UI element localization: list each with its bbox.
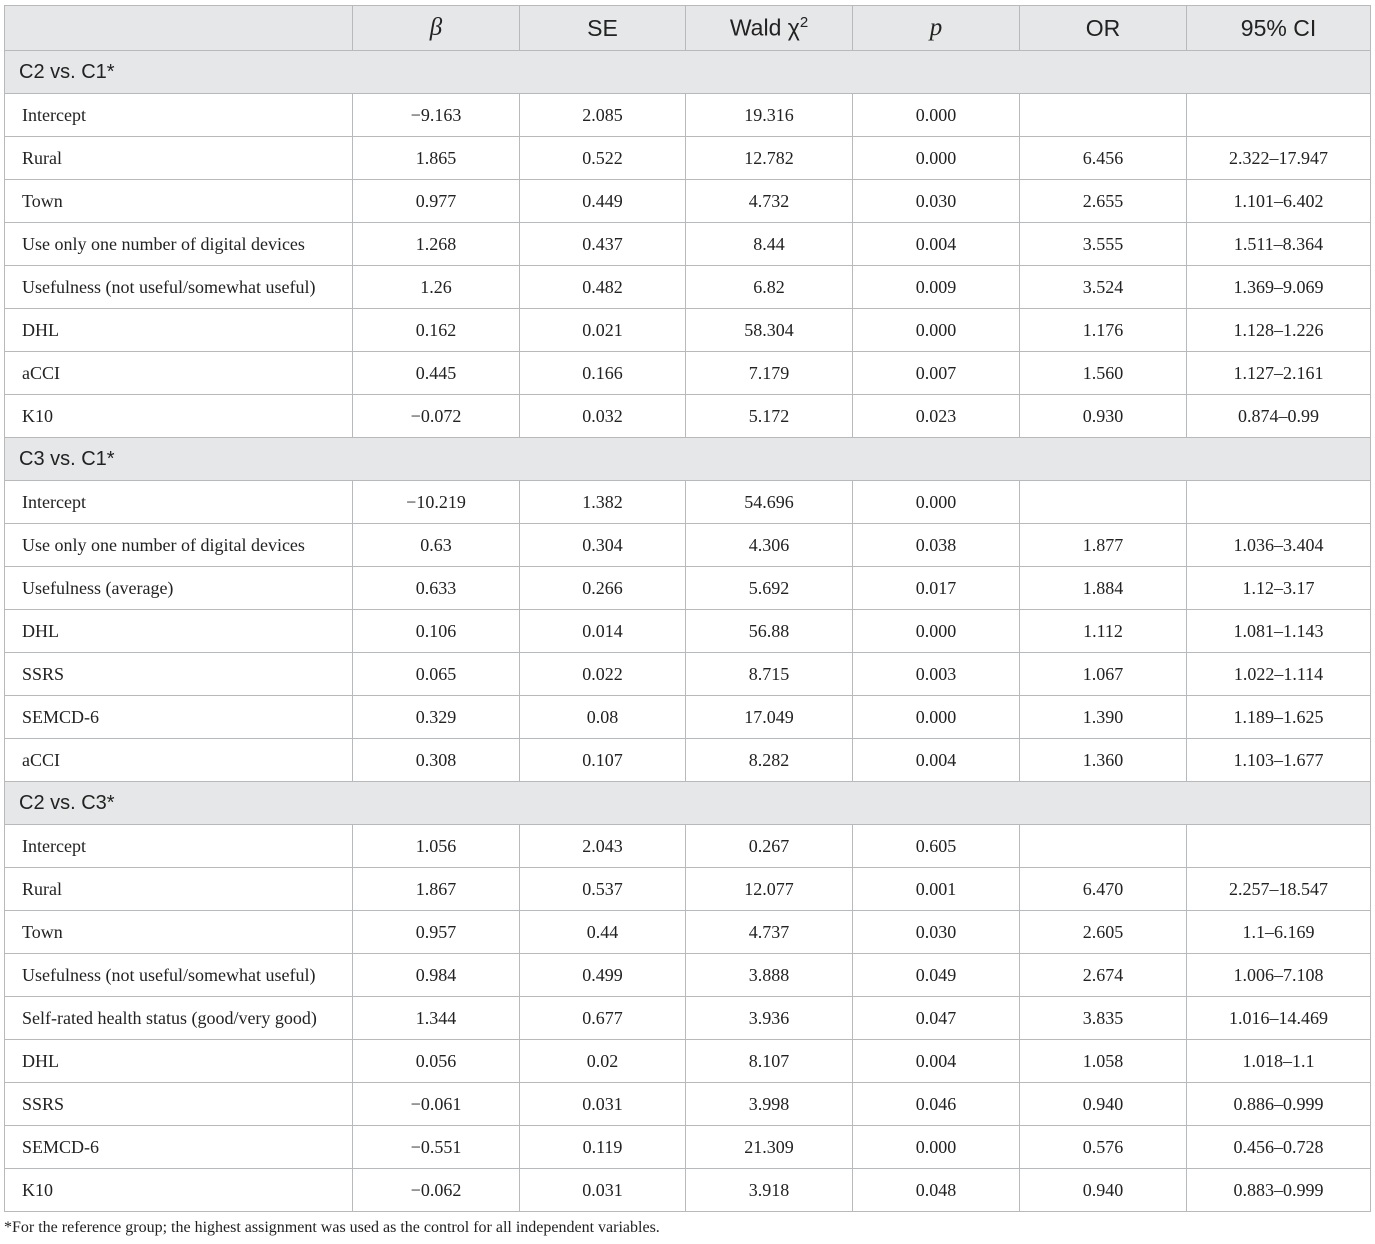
table-row [5,1126,1371,1169]
group-header-row [5,438,1371,481]
header-cell-variable [5,6,353,51]
value-cell: 0.004 [853,739,1020,782]
value-cell: 1.511–8.364 [1187,223,1371,266]
value-cell: 0.107 [520,739,686,782]
value-cell: 1.390 [1020,696,1187,739]
value-cell: 2.322–17.947 [1187,137,1371,180]
value-cell: −0.072 [353,395,520,438]
value-cell: 0.930 [1020,395,1187,438]
value-cell: 17.049 [686,696,853,739]
header-cell-beta: β [353,6,520,51]
value-cell: 0.02 [520,1040,686,1083]
value-cell: 0.957 [353,911,520,954]
value-cell: 0.677 [520,997,686,1040]
value-cell: 0.166 [520,352,686,395]
value-cell: 1.176 [1020,309,1187,352]
value-cell: −0.061 [353,1083,520,1126]
value-cell: 0.031 [520,1169,686,1212]
value-cell: 0.003 [853,653,1020,696]
row-label-cell: SEMCD-6 [5,1126,353,1169]
value-cell: 3.918 [686,1169,853,1212]
row-label-cell: aCCI [5,352,353,395]
row-label-cell: K10 [5,1169,353,1212]
group-header-row [5,51,1371,94]
value-cell: 0.537 [520,868,686,911]
value-cell: 0.605 [853,825,1020,868]
table-row [5,1040,1371,1083]
value-cell: 0.001 [853,868,1020,911]
value-cell: 0.000 [853,309,1020,352]
value-cell: 1.056 [353,825,520,868]
row-label-cell: Intercept [5,94,353,137]
value-cell: 0.499 [520,954,686,997]
value-cell: 0.023 [853,395,1020,438]
value-cell: 5.692 [686,567,853,610]
value-cell: 1.560 [1020,352,1187,395]
value-cell: 0.030 [853,180,1020,223]
table-row [5,1169,1371,1212]
table-row [5,352,1371,395]
header-wald-label: Wald χ [729,14,800,41]
value-cell: 0.886–0.999 [1187,1083,1371,1126]
table-row [5,1083,1371,1126]
value-cell: 0.456–0.728 [1187,1126,1371,1169]
row-label-cell: Use only one number of digital devices [5,524,353,567]
value-cell: 1.101–6.402 [1187,180,1371,223]
value-cell: 3.524 [1020,266,1187,309]
row-label-cell: DHL [5,1040,353,1083]
table-row [5,567,1371,610]
value-cell: 1.12–3.17 [1187,567,1371,610]
value-cell: 1.016–14.469 [1187,997,1371,1040]
value-cell: 0.000 [853,610,1020,653]
value-cell: 0.267 [686,825,853,868]
value-cell: 3.936 [686,997,853,1040]
group-label: C2 vs. C3* [5,782,1371,825]
value-cell: 2.043 [520,825,686,868]
value-cell: 5.172 [686,395,853,438]
value-cell: 0.576 [1020,1126,1187,1169]
value-cell: 0.056 [353,1040,520,1083]
header-cell-p: p [853,6,1020,51]
header-cell-ci: 95% CI [1187,6,1371,51]
value-cell: 1.081–1.143 [1187,610,1371,653]
value-cell: 0.022 [520,653,686,696]
value-cell: 1.344 [353,997,520,1040]
value-cell: 12.782 [686,137,853,180]
row-label-cell: Usefulness (not useful/somewhat useful) [5,954,353,997]
value-cell: 0.119 [520,1126,686,1169]
value-cell: 1.127–2.161 [1187,352,1371,395]
table-row [5,137,1371,180]
value-cell: 0.308 [353,739,520,782]
value-cell: 54.696 [686,481,853,524]
value-cell: 4.306 [686,524,853,567]
value-cell: 0.304 [520,524,686,567]
value-cell: 0.266 [520,567,686,610]
table-row [5,223,1371,266]
value-cell: 6.456 [1020,137,1187,180]
row-label-cell: aCCI [5,739,353,782]
value-cell: 1.884 [1020,567,1187,610]
value-cell: 3.888 [686,954,853,997]
value-cell: 0.106 [353,610,520,653]
value-cell: 0.032 [520,395,686,438]
value-cell: 0.162 [353,309,520,352]
value-cell: 2.605 [1020,911,1187,954]
value-cell: 2.257–18.547 [1187,868,1371,911]
value-cell: 0.63 [353,524,520,567]
value-cell: 8.282 [686,739,853,782]
value-cell: 0.038 [853,524,1020,567]
table-row [5,94,1371,137]
value-cell: 0.977 [353,180,520,223]
row-label-cell: SSRS [5,653,353,696]
value-cell: 58.304 [686,309,853,352]
table-row [5,954,1371,997]
value-cell: 1.867 [353,868,520,911]
value-cell: 1.058 [1020,1040,1187,1083]
value-cell: 4.737 [686,911,853,954]
value-cell: 0.007 [853,352,1020,395]
value-cell: 0.940 [1020,1083,1187,1126]
regression-table-container [4,5,1370,1212]
value-cell: 1.877 [1020,524,1187,567]
header-wald-superscript: 2 [799,14,809,32]
regression-table [4,5,1371,1212]
value-cell: 1.360 [1020,739,1187,782]
value-cell: 0.030 [853,911,1020,954]
value-cell: 8.107 [686,1040,853,1083]
value-cell: 0.984 [353,954,520,997]
value-cell: 0.000 [853,481,1020,524]
value-cell: 1.006–7.108 [1187,954,1371,997]
row-label-cell: Usefulness (average) [5,567,353,610]
value-cell: 0.065 [353,653,520,696]
header-cell-wald [686,6,853,51]
table-row [5,395,1371,438]
group-header-row [5,782,1371,825]
value-cell: 1.067 [1020,653,1187,696]
value-cell: 0.004 [853,1040,1020,1083]
value-cell: 3.998 [686,1083,853,1126]
table-row [5,180,1371,223]
value-cell [1187,94,1371,137]
value-cell: 0.437 [520,223,686,266]
value-cell: 1.189–1.625 [1187,696,1371,739]
row-label-cell: Self-rated health status (good/very good) [5,997,353,1040]
row-label-cell: SSRS [5,1083,353,1126]
value-cell: 3.555 [1020,223,1187,266]
value-cell: 1.128–1.226 [1187,309,1371,352]
value-cell: 0.048 [853,1169,1020,1212]
value-cell: 0.874–0.99 [1187,395,1371,438]
value-cell: 0.08 [520,696,686,739]
value-cell [1187,481,1371,524]
value-cell: 0.049 [853,954,1020,997]
value-cell: 0.449 [520,180,686,223]
value-cell: 7.179 [686,352,853,395]
value-cell: 0.009 [853,266,1020,309]
value-cell: 0.482 [520,266,686,309]
table-row [5,610,1371,653]
header-cell-se: SE [520,6,686,51]
value-cell: 1.036–3.404 [1187,524,1371,567]
row-label-cell: DHL [5,610,353,653]
value-cell: 6.82 [686,266,853,309]
row-label-cell: Intercept [5,825,353,868]
value-cell: 8.715 [686,653,853,696]
row-label-cell: Intercept [5,481,353,524]
row-label-cell: Rural [5,868,353,911]
table-row [5,309,1371,352]
value-cell: 0.017 [853,567,1020,610]
value-cell: 21.309 [686,1126,853,1169]
table-row [5,825,1371,868]
value-cell: 1.103–1.677 [1187,739,1371,782]
value-cell: 19.316 [686,94,853,137]
value-cell: 12.077 [686,868,853,911]
value-cell: 2.655 [1020,180,1187,223]
table-row [5,911,1371,954]
row-label-cell: K10 [5,395,353,438]
table-row [5,266,1371,309]
table-row [5,524,1371,567]
table-footnote: *For the reference group; the highest assignment was used as the control for all independent variables. [4,1219,660,1236]
table-row [5,739,1371,782]
value-cell: 6.470 [1020,868,1187,911]
group-label: C3 vs. C1* [5,438,1371,481]
row-label-cell: DHL [5,309,353,352]
value-cell: 3.835 [1020,997,1187,1040]
value-cell: 1.382 [520,481,686,524]
table-row [5,653,1371,696]
row-label-cell: Rural [5,137,353,180]
value-cell: 1.268 [353,223,520,266]
value-cell: −0.062 [353,1169,520,1212]
value-cell: 8.44 [686,223,853,266]
table-row [5,868,1371,911]
table-row [5,481,1371,524]
value-cell: 2.674 [1020,954,1187,997]
value-cell: 0.940 [1020,1169,1187,1212]
value-cell: 0.633 [353,567,520,610]
value-cell: 2.085 [520,94,686,137]
value-cell [1020,825,1187,868]
value-cell: −10.219 [353,481,520,524]
row-label-cell: SEMCD-6 [5,696,353,739]
value-cell: 0.000 [853,137,1020,180]
value-cell: 0.445 [353,352,520,395]
value-cell: 0.000 [853,696,1020,739]
value-cell: 0.014 [520,610,686,653]
header-cell-or: OR [1020,6,1187,51]
header-row [5,6,1371,51]
table-body [5,51,1371,1212]
value-cell: 0.004 [853,223,1020,266]
value-cell: 0.522 [520,137,686,180]
value-cell: 0.031 [520,1083,686,1126]
value-cell [1020,481,1187,524]
value-cell: 0.047 [853,997,1020,1040]
value-cell: 0.44 [520,911,686,954]
value-cell: 1.018–1.1 [1187,1040,1371,1083]
row-label-cell: Town [5,911,353,954]
value-cell: 0.883–0.999 [1187,1169,1371,1212]
value-cell: 0.000 [853,94,1020,137]
value-cell: 56.88 [686,610,853,653]
value-cell [1020,94,1187,137]
value-cell: 0.000 [853,1126,1020,1169]
value-cell: −0.551 [353,1126,520,1169]
value-cell: 1.26 [353,266,520,309]
group-label: C2 vs. C1* [5,51,1371,94]
value-cell: 0.329 [353,696,520,739]
row-label-cell: Use only one number of digital devices [5,223,353,266]
value-cell: 1.865 [353,137,520,180]
value-cell: 1.369–9.069 [1187,266,1371,309]
value-cell: 4.732 [686,180,853,223]
table-row [5,997,1371,1040]
value-cell: 0.046 [853,1083,1020,1126]
value-cell: 0.021 [520,309,686,352]
value-cell [1187,825,1371,868]
table-row [5,696,1371,739]
row-label-cell: Town [5,180,353,223]
value-cell: 1.112 [1020,610,1187,653]
value-cell: 1.1–6.169 [1187,911,1371,954]
row-label-cell: Usefulness (not useful/somewhat useful) [5,266,353,309]
value-cell: 1.022–1.114 [1187,653,1371,696]
value-cell: −9.163 [353,94,520,137]
